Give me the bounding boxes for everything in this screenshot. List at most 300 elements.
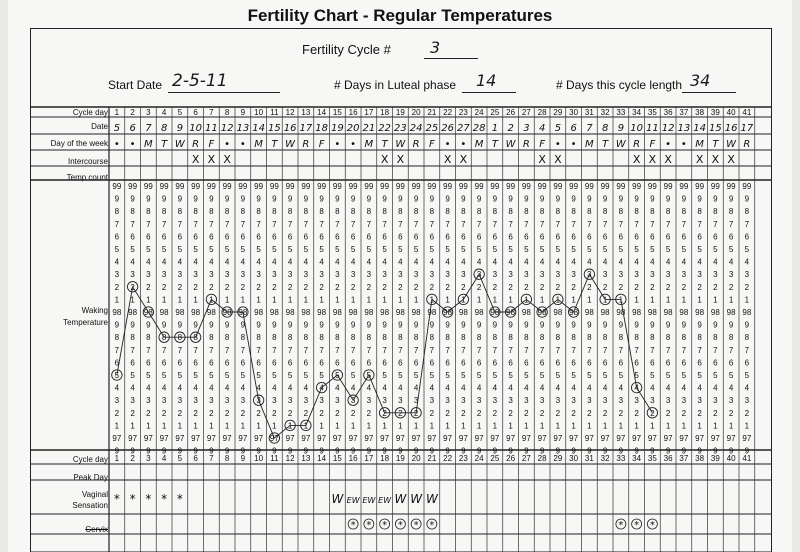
- temp-scale-cell: 5: [366, 371, 372, 380]
- temp-scale-cell: 6: [350, 232, 356, 242]
- temp-scale-cell: 8: [728, 333, 734, 343]
- temp-scale-cell: 8: [587, 333, 592, 343]
- temp-scale-cell: 7: [240, 345, 246, 355]
- temp-scale-cell: 4: [366, 383, 372, 393]
- temp-scale-cell: 5: [413, 371, 419, 380]
- temp-scale-cell: 4: [335, 383, 340, 393]
- temp-scale-cell: 9: [240, 446, 246, 456]
- temp-scale-cell: 7: [492, 219, 498, 229]
- temp-scale-cell: 3: [303, 396, 309, 406]
- cycle-day-number-bottom: 1: [114, 454, 120, 463]
- temp-scale-cell: 4: [161, 257, 167, 267]
- weekday-entry: W: [174, 139, 185, 150]
- temp-scale-cell: 5: [398, 245, 403, 254]
- temp-scale-cell: 2: [744, 408, 750, 418]
- temp-scale-cell: 2: [193, 408, 198, 418]
- cycle-day-number-bottom: 8: [224, 454, 230, 463]
- temp-scale-cell: 4: [319, 257, 324, 267]
- temp-scale-cell: 99: [332, 182, 342, 191]
- cervix-mark: *: [649, 520, 655, 531]
- temp-scale-cell: 97: [206, 434, 216, 443]
- weekday-entry: F: [649, 139, 656, 150]
- date-entry: 7: [145, 123, 152, 134]
- temp-scale-cell: 7: [728, 219, 734, 229]
- cycle-day-number-bottom: 12: [285, 454, 295, 463]
- temp-scale-cell: 98: [726, 308, 736, 317]
- temp-scale-cell: 4: [713, 257, 718, 267]
- temp-scale-cell: 5: [256, 245, 261, 254]
- temp-scale-cell: 7: [350, 345, 356, 355]
- temp-scale-cell: 9: [476, 194, 482, 204]
- temp-scale-cell: 99: [175, 182, 185, 191]
- weekday-entry: R: [192, 139, 200, 150]
- temp-scale-cell: 9: [177, 194, 183, 204]
- temp-scale-cell: 97: [679, 434, 689, 443]
- temp-scale-cell: 99: [269, 182, 279, 191]
- temp-scale-cell: 1: [728, 421, 734, 431]
- temp-scale-cell: 2: [146, 408, 151, 418]
- temp-scale-cell: 3: [177, 396, 183, 406]
- temp-scale-cell: 8: [413, 333, 419, 343]
- temp-scale-cell: 8: [272, 207, 277, 217]
- temp-scale-cell: 2: [713, 282, 718, 292]
- temp-scale-cell: 1: [713, 295, 718, 305]
- temp-scale-cell: 98: [553, 308, 563, 317]
- temp-scale-cell: 7: [130, 219, 135, 229]
- temp-scale-cell: 9: [413, 320, 419, 330]
- temp-scale-cell: 5: [287, 245, 293, 254]
- temp-scale-cell: 97: [380, 434, 390, 443]
- temp-scale-cell: 4: [555, 257, 561, 267]
- temp-scale-cell: 1: [524, 295, 529, 305]
- temp-scale-cell: 7: [697, 345, 702, 355]
- temp-scale-cell: 4: [130, 383, 135, 393]
- temp-scale-cell: 2: [445, 408, 450, 418]
- cycle-day-number: 40: [726, 108, 736, 117]
- temp-scale-cell: 9: [366, 194, 372, 204]
- temp-scale-cell: 2: [114, 282, 120, 292]
- temp-scale-cell: 9: [728, 194, 734, 204]
- cycle-day-number: 41: [742, 108, 752, 117]
- temp-scale-cell: 5: [524, 371, 529, 380]
- temp-scale-cell: 1: [224, 421, 230, 431]
- temp-scale-cell: 6: [398, 232, 403, 242]
- temp-scale-cell: 9: [366, 320, 372, 330]
- temp-scale-cell: 4: [350, 257, 356, 267]
- temp-scale-cell: 3: [335, 270, 340, 280]
- temp-scale-cell: 4: [287, 257, 293, 267]
- temp-scale-cell: 1: [524, 421, 529, 431]
- temp-scale-cell: 6: [713, 358, 718, 368]
- date-entry: 12: [661, 123, 675, 134]
- temp-scale-cell: 3: [476, 396, 482, 406]
- temp-scale-cell: 9: [272, 446, 277, 456]
- cervix-mark: *: [382, 520, 388, 531]
- temp-scale-cell: 4: [650, 257, 655, 267]
- temp-scale-cell: 6: [146, 358, 151, 368]
- temp-scale-cell: 1: [350, 295, 356, 305]
- label-vaginal-sensation: Vaginal Sensation: [72, 490, 108, 510]
- temp-scale-cell: 4: [146, 257, 151, 267]
- temp-scale-cell: 98: [332, 308, 342, 317]
- date-entry: 17: [740, 123, 754, 134]
- weekday-entry: T: [491, 139, 498, 150]
- cervix-mark: *: [413, 520, 419, 531]
- temp-scale-cell: 8: [571, 207, 576, 217]
- temp-scale-cell: 4: [177, 257, 183, 267]
- temp-scale-cell: 7: [602, 345, 608, 355]
- temp-scale-cell: 3: [224, 396, 230, 406]
- temp-scale-cell: 5: [476, 245, 482, 254]
- temp-scale-cell: 9: [461, 194, 466, 204]
- cycle-day-number: 6: [193, 108, 198, 117]
- temp-scale-cell: 6: [571, 232, 576, 242]
- temp-scale-cell: 4: [618, 257, 624, 267]
- temp-scale-cell: 5: [429, 245, 435, 254]
- temp-scale-cell: 99: [679, 182, 689, 191]
- temp-scale-cell: 1: [240, 421, 246, 431]
- temp-scale-cell: 7: [146, 345, 151, 355]
- temp-scale-cell: 6: [539, 232, 545, 242]
- temp-scale-cell: 9: [429, 194, 435, 204]
- temp-scale-cell: 99: [710, 182, 720, 191]
- temp-scale-cell: 3: [634, 396, 639, 406]
- temp-scale-cell: 6: [634, 358, 639, 368]
- label-peak-day: Peak Day: [73, 473, 108, 482]
- temp-scale-cell: 8: [524, 207, 529, 217]
- temp-scale-cell: 6: [697, 232, 702, 242]
- temp-scale-cell: 5: [697, 371, 702, 380]
- temp-scale-cell: 3: [272, 396, 277, 406]
- temp-scale-cell: 8: [161, 207, 167, 217]
- temp-scale-cell: 8: [697, 207, 702, 217]
- intercourse-mark: X: [695, 153, 704, 166]
- cycle-number-label: Fertility Cycle #: [302, 42, 391, 57]
- temp-scale-cell: 3: [382, 270, 387, 280]
- date-entry: 15: [268, 123, 281, 134]
- temp-scale-cell: 8: [224, 333, 230, 343]
- temp-scale-cell: 8: [335, 207, 340, 217]
- temp-scale-cell: 1: [508, 295, 513, 305]
- temp-scale-cell: 8: [650, 333, 655, 343]
- temp-scale-cell: 4: [161, 383, 167, 393]
- temp-scale-cell: 4: [461, 383, 466, 393]
- temp-scale-cell: 3: [224, 270, 230, 280]
- temp-scale-cell: 6: [161, 358, 167, 368]
- temp-scale-cell: 6: [193, 358, 198, 368]
- cervix-mark: *: [397, 520, 403, 531]
- temp-scale-cell: 5: [713, 371, 718, 380]
- temp-scale-cell: 9: [602, 320, 608, 330]
- temp-scale-cell: 5: [728, 371, 734, 380]
- temp-scale-cell: 4: [728, 257, 734, 267]
- cycle-day-number: 22: [443, 108, 453, 117]
- cycle-day-number: 7: [209, 108, 214, 117]
- cycle-day-number-bottom: 15: [332, 454, 342, 463]
- temp-scale-cell: 2: [492, 282, 498, 292]
- temp-scale-cell: 1: [665, 295, 671, 305]
- temp-scale-cell: 2: [130, 282, 135, 292]
- temp-scale-cell: 4: [209, 257, 214, 267]
- cycle-day-number: 9: [240, 108, 246, 117]
- temp-scale-cell: 4: [114, 383, 120, 393]
- date-entry: 8: [601, 123, 609, 134]
- temp-scale-cell: 3: [398, 396, 403, 406]
- temp-scale-cell: 7: [429, 345, 435, 355]
- date-entry: 13: [236, 123, 250, 134]
- temp-scale-cell: 6: [146, 232, 151, 242]
- date-entry: 20: [346, 123, 360, 134]
- temp-scale-cell: 3: [571, 396, 576, 406]
- temp-scale-cell: 98: [175, 308, 185, 317]
- temp-scale-cell: 4: [445, 383, 450, 393]
- temp-scale-cell: 7: [681, 345, 687, 355]
- temp-scale-cell: 9: [634, 194, 639, 204]
- temp-scale-cell: 9: [335, 320, 340, 330]
- temp-scale-cell: 6: [555, 358, 561, 368]
- cycle-day-number: 27: [521, 108, 531, 117]
- temp-scale-cell: 1: [382, 295, 387, 305]
- temp-scale-cell: 7: [319, 345, 324, 355]
- temp-scale-cell: 2: [524, 282, 529, 292]
- temp-scale-cell: 6: [256, 232, 261, 242]
- temp-scale-cell: 8: [209, 333, 214, 343]
- intercourse-mark: X: [396, 153, 405, 166]
- temp-scale-cell: 7: [665, 219, 671, 229]
- temp-scale-cell: 8: [429, 207, 435, 217]
- temp-scale-cell: 2: [681, 408, 687, 418]
- temp-scale-cell: 6: [539, 358, 545, 368]
- temp-scale-cell: 9: [350, 194, 356, 204]
- cervix-mark: *: [618, 520, 624, 531]
- temp-scale-cell: 7: [618, 219, 624, 229]
- temp-scale-cell: 2: [728, 408, 734, 418]
- date-entry: 10: [189, 123, 202, 134]
- temp-scale-cell: 99: [364, 182, 374, 191]
- temp-scale-cell: 7: [728, 345, 734, 355]
- temp-scale-cell: 7: [146, 219, 151, 229]
- cycle-length-value: 34: [690, 71, 711, 90]
- temp-scale-cell: 9: [303, 446, 309, 456]
- temp-scale-cell: 99: [112, 182, 122, 191]
- temp-scale-cell: 3: [429, 396, 435, 406]
- cycle-day-number-bottom: 35: [647, 454, 657, 463]
- temp-scale-cell: 1: [193, 421, 198, 431]
- temp-scale-cell: 8: [539, 333, 545, 343]
- temp-scale-cell: 5: [602, 245, 608, 254]
- temp-scale-cell: 8: [240, 333, 246, 343]
- temp-scale-cell: 4: [272, 257, 277, 267]
- temp-scale-cell: 9: [429, 320, 435, 330]
- date-entry: 4: [538, 123, 546, 134]
- temp-scale-cell: 6: [571, 358, 576, 368]
- temp-scale-cell: 9: [429, 446, 435, 456]
- temp-scale-cell: 1: [130, 295, 135, 305]
- temp-scale-cell: 8: [413, 207, 419, 217]
- temp-scale-cell: 2: [728, 282, 734, 292]
- temp-scale-cell: 6: [650, 358, 655, 368]
- date-entry: 2: [507, 123, 514, 134]
- temp-scale-cell: 8: [130, 333, 135, 343]
- temp-scale-cell: 1: [492, 295, 498, 305]
- temp-scale-cell: 4: [539, 257, 545, 267]
- temp-scale-cell: 5: [114, 245, 120, 254]
- temp-scale-cell: 2: [413, 282, 419, 292]
- temp-scale-cell: 1: [492, 421, 498, 431]
- temp-scale-cell: 99: [616, 182, 626, 191]
- temp-scale-cell: 2: [587, 282, 592, 292]
- date-entry: 12: [220, 123, 234, 134]
- temp-scale-cell: 7: [224, 219, 230, 229]
- temp-scale-cell: 5: [193, 245, 198, 254]
- temp-scale-cell: 4: [366, 257, 372, 267]
- temp-scale-cell: 2: [508, 282, 513, 292]
- temp-scale-cell: 4: [681, 383, 687, 393]
- date-entry: 21: [362, 123, 376, 134]
- temp-scale-cell: 3: [618, 270, 624, 280]
- temp-scale-cell: 9: [382, 446, 387, 456]
- temp-scale-cell: 7: [413, 219, 419, 229]
- temp-scale-cell: 97: [458, 434, 468, 443]
- temp-scale-cell: 98: [474, 308, 484, 317]
- temp-scale-cell: 7: [272, 219, 277, 229]
- temp-scale-cell: 3: [429, 270, 435, 280]
- temp-scale-cell: 97: [191, 434, 201, 443]
- temp-scale-cell: 7: [209, 219, 214, 229]
- temp-scale-cell: 4: [697, 257, 702, 267]
- temp-scale-cell: 6: [413, 358, 419, 368]
- date-entry: 18: [315, 123, 328, 134]
- temp-scale-cell: 8: [728, 207, 734, 217]
- temp-scale-cell: 1: [571, 421, 576, 431]
- temp-scale-cell: 9: [713, 446, 718, 456]
- temp-scale-cell: 4: [587, 383, 592, 393]
- temp-scale-cell: 9: [665, 320, 671, 330]
- temp-scale-cell: 2: [350, 282, 356, 292]
- temp-scale-cell: 99: [726, 182, 736, 191]
- temp-scale-cell: 1: [240, 295, 246, 305]
- cycle-day-number: 36: [663, 108, 673, 117]
- temp-scale-cell: 2: [539, 282, 545, 292]
- temp-scale-cell: 2: [382, 282, 387, 292]
- temp-scale-cell: 8: [634, 207, 639, 217]
- temp-scale-cell: 7: [445, 219, 450, 229]
- cycle-day-number: 38: [695, 108, 705, 117]
- temp-scale-cell: 8: [177, 333, 183, 343]
- temp-scale-cell: 9: [398, 194, 403, 204]
- temp-scale-cell: 8: [161, 333, 167, 343]
- date-entry: 11: [646, 123, 659, 134]
- temp-scale-cell: 7: [524, 219, 529, 229]
- temp-scale-cell: 6: [366, 358, 372, 368]
- weekday-entry: R: [743, 139, 751, 150]
- label-cycle-day-bottom: Cycle day: [72, 455, 108, 464]
- temp-scale-cell: 97: [742, 434, 752, 443]
- sensation-mark: *: [129, 492, 136, 506]
- temp-scale-cell: 5: [398, 371, 403, 380]
- temp-scale-cell: 9: [224, 194, 230, 204]
- date-entry: 16: [724, 123, 738, 134]
- temp-scale-cell: 4: [413, 257, 419, 267]
- temp-scale-cell: 3: [413, 396, 419, 406]
- cycle-day-number: 4: [161, 108, 167, 117]
- temp-scale-cell: 5: [319, 245, 324, 254]
- temp-scale-cell: 97: [663, 434, 673, 443]
- sensation-mark: EW: [346, 496, 360, 505]
- temp-scale-cell: 1: [319, 421, 324, 431]
- temp-scale-cell: 98: [710, 308, 720, 317]
- weekday-entry: •: [665, 139, 672, 150]
- temp-scale-cell: 4: [413, 383, 419, 393]
- temp-scale-cell: 5: [382, 245, 387, 254]
- temp-scale-cell: 3: [650, 270, 655, 280]
- temp-scale-cell: 9: [445, 320, 450, 330]
- temp-scale-cell: 7: [697, 219, 702, 229]
- temp-scale-cell: 5: [350, 371, 356, 380]
- temp-scale-cell: 3: [256, 396, 261, 406]
- temp-scale-cell: 2: [209, 282, 214, 292]
- temp-scale-cell: 98: [112, 308, 122, 317]
- temp-scale-cell: 9: [287, 320, 293, 330]
- temp-scale-cell: 4: [319, 383, 324, 393]
- temp-scale-cell: 1: [681, 295, 687, 305]
- temp-scale-cell: 2: [461, 408, 466, 418]
- temp-scale-cell: 2: [240, 408, 246, 418]
- temp-scale-cell: 8: [602, 333, 608, 343]
- cycle-day-number-bottom: 3: [146, 454, 151, 463]
- temp-scale-cell: 4: [193, 257, 198, 267]
- temp-scale-cell: 4: [350, 383, 356, 393]
- cycle-day-number-bottom: 19: [395, 454, 405, 463]
- temp-scale-cell: 5: [524, 245, 529, 254]
- temp-scale-cell: 97: [112, 434, 122, 443]
- temp-scale-cell: 7: [303, 219, 309, 229]
- temp-scale-cell: 9: [350, 446, 356, 456]
- cycle-day-number: 25: [490, 108, 500, 117]
- temp-scale-cell: 5: [492, 371, 498, 380]
- weekday-entry: W: [395, 139, 406, 150]
- temp-scale-cell: 99: [222, 182, 232, 191]
- temp-scale-cell: 3: [130, 270, 135, 280]
- temp-scale-cell: 97: [238, 434, 248, 443]
- temp-scale-cell: 2: [350, 408, 356, 418]
- temp-scale-cell: 9: [524, 320, 529, 330]
- intercourse-mark: X: [538, 153, 546, 166]
- temp-scale-cell: 2: [539, 408, 545, 418]
- temp-scale-cell: 1: [161, 295, 167, 305]
- temp-scale-cell: 3: [177, 270, 183, 280]
- temp-scale-cell: 5: [240, 245, 246, 254]
- temp-scale-cell: 9: [256, 320, 261, 330]
- temp-scale-cell: 9: [398, 320, 403, 330]
- temp-scale-cell: 97: [569, 434, 579, 443]
- temp-scale-cell: 1: [445, 421, 450, 431]
- temp-scale-cell: 98: [427, 308, 437, 317]
- temp-scale-cell: 2: [366, 282, 372, 292]
- temp-scale-cell: 98: [663, 308, 673, 317]
- temp-scale-cell: 5: [130, 371, 135, 380]
- temp-scale-cell: 8: [398, 207, 403, 217]
- temp-scale-cell: 2: [476, 282, 482, 292]
- temp-scale-cell: 3: [508, 396, 513, 406]
- temp-scale-cell: 8: [571, 333, 576, 343]
- temp-scale-cell: 98: [458, 308, 468, 317]
- sensation-mark: EW: [362, 496, 376, 505]
- temp-scale-cell: 3: [445, 396, 450, 406]
- temp-scale-cell: 8: [618, 207, 624, 217]
- temp-scale-cell: 4: [209, 383, 214, 393]
- temp-scale-cell: 98: [317, 308, 327, 317]
